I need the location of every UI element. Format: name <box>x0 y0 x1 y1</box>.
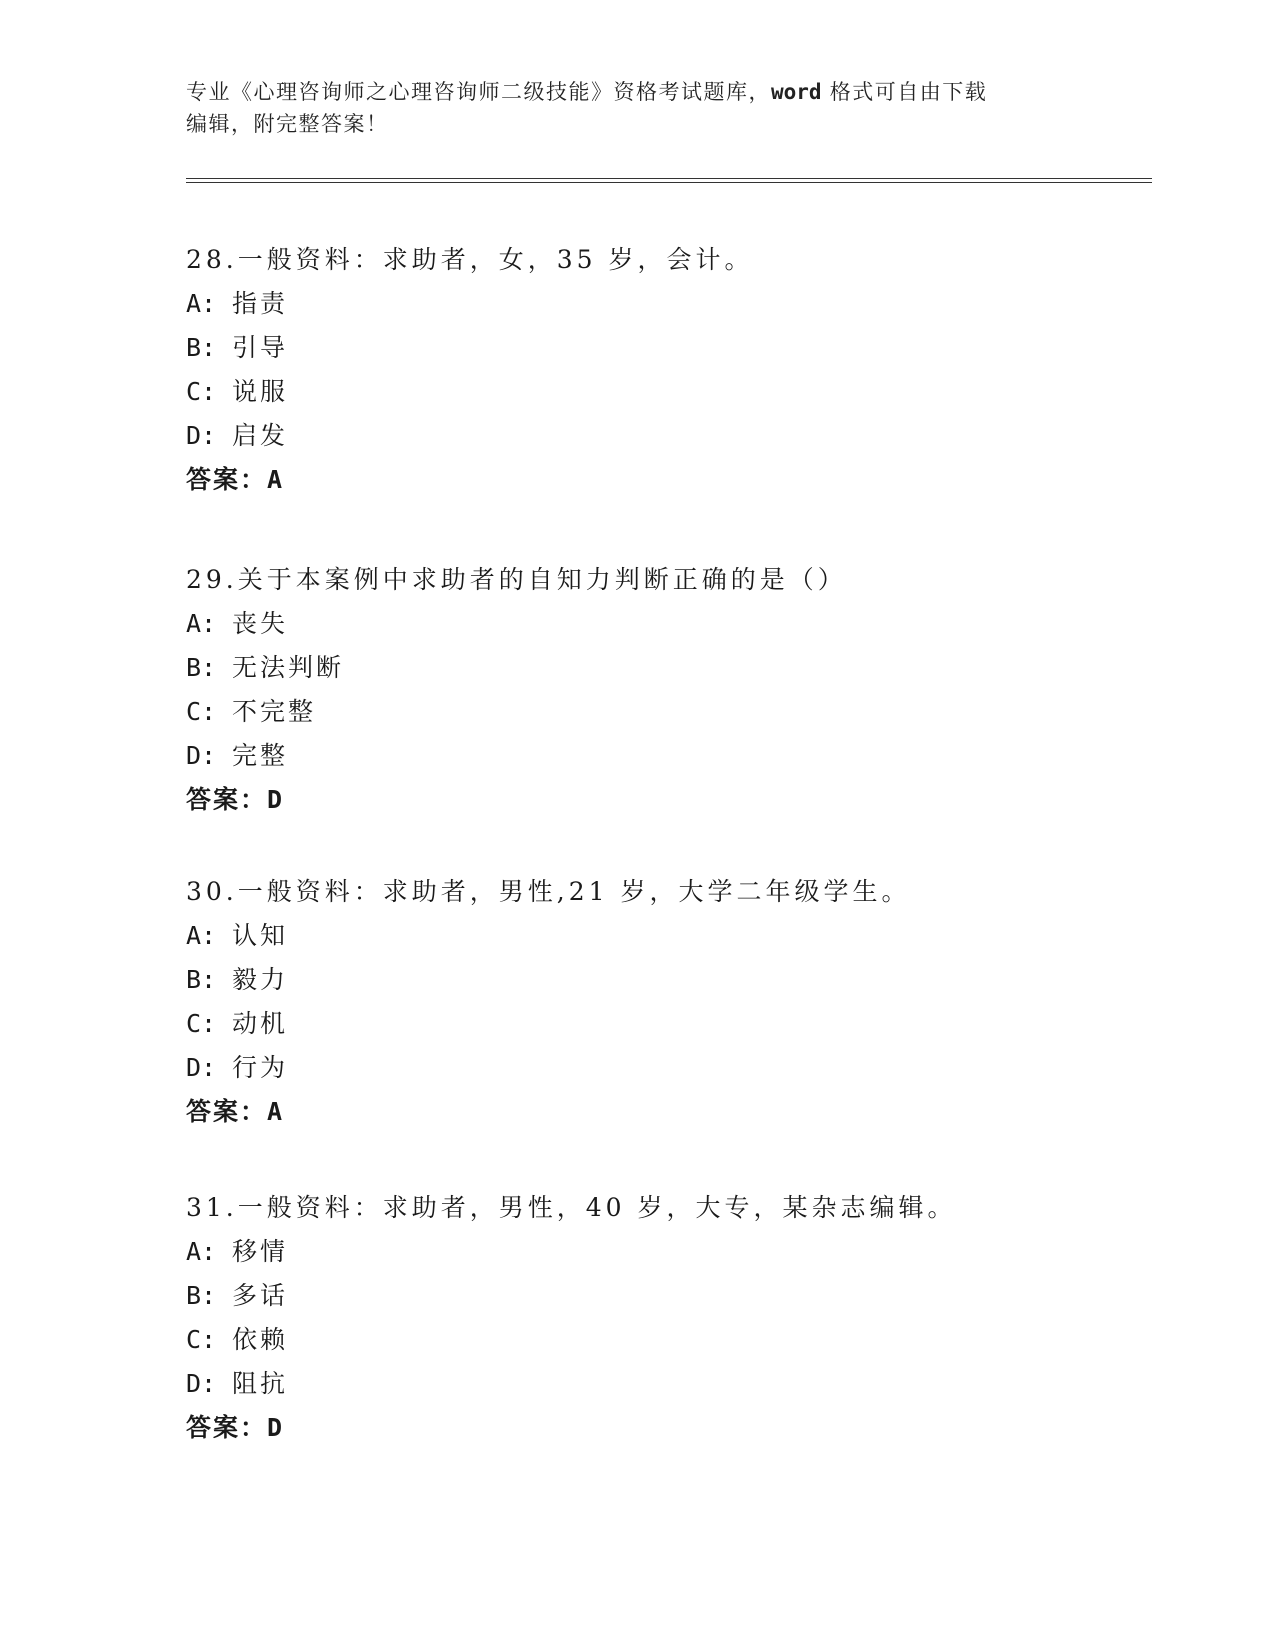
header-word-format: word <box>771 80 822 104</box>
option-b <box>186 328 288 364</box>
option-key: B: <box>186 965 217 994</box>
answer-label: 答案： <box>186 1097 268 1126</box>
answer-line <box>186 1092 282 1128</box>
answer-label: 答案： <box>186 1413 268 1442</box>
option-d <box>186 1364 288 1400</box>
option-c <box>186 1004 288 1040</box>
option-text: 指责 <box>232 289 289 318</box>
question-29 <box>186 560 1152 872</box>
option-text: 依赖 <box>232 1325 289 1354</box>
option-c <box>186 372 288 408</box>
header-line-2: 编辑，附完整答案！ <box>186 112 389 136</box>
question-31 <box>186 1188 1152 1508</box>
option-text: 说服 <box>232 377 289 406</box>
answer-value: A <box>267 1097 283 1126</box>
question-stem: 31.一般资料：求助者，男性，40 岁，大专，某杂志编辑。 <box>186 1193 957 1222</box>
option-text: 完整 <box>232 741 289 770</box>
option-key: D: <box>186 1053 217 1082</box>
question-stem: 29.关于本案例中求助者的自知力判断正确的是（） <box>186 565 847 594</box>
option-d <box>186 736 288 772</box>
option-text: 引导 <box>232 333 289 362</box>
option-c <box>186 1320 288 1356</box>
option-d <box>186 416 288 452</box>
option-text: 移情 <box>232 1237 289 1266</box>
option-key: C: <box>186 1009 217 1038</box>
question-stem: 30.一般资料：求助者，男性,21 岁，大学二年级学生。 <box>186 877 911 906</box>
header-line-1 <box>186 76 1066 108</box>
header-text-1a: 专业《心理咨询师之心理咨询师二级技能》资格考试题库， <box>186 80 771 104</box>
option-a <box>186 1232 288 1268</box>
option-key: A: <box>186 921 217 950</box>
option-text: 阻抗 <box>232 1369 289 1398</box>
option-text: 动机 <box>232 1009 289 1038</box>
header-text-1b: 格式可自由下载 <box>821 80 988 104</box>
question-28 <box>186 240 1152 560</box>
option-key: C: <box>186 1325 217 1354</box>
option-key: A: <box>186 609 217 638</box>
option-b <box>186 1276 288 1312</box>
answer-line <box>186 460 282 496</box>
option-key: A: <box>186 1237 217 1266</box>
question-30 <box>186 872 1152 1188</box>
option-text: 无法判断 <box>232 653 345 682</box>
question-stem: 28.一般资料：求助者，女，35 岁，会计。 <box>186 245 754 274</box>
answer-line <box>186 780 282 816</box>
option-text: 多话 <box>232 1281 289 1310</box>
option-text: 启发 <box>232 421 289 450</box>
option-key: A: <box>186 289 217 318</box>
answer-value: D <box>267 1413 283 1442</box>
answer-value: D <box>267 785 283 814</box>
option-key: D: <box>186 421 217 450</box>
option-b <box>186 648 344 684</box>
document-header <box>186 76 1066 140</box>
option-a <box>186 604 288 640</box>
answer-label: 答案： <box>186 465 268 494</box>
option-text: 丧失 <box>232 609 289 638</box>
option-key: D: <box>186 741 217 770</box>
option-key: C: <box>186 377 217 406</box>
option-key: D: <box>186 1369 217 1398</box>
option-text: 认知 <box>232 921 289 950</box>
option-c <box>186 692 316 728</box>
option-a <box>186 916 288 952</box>
option-key: B: <box>186 333 217 362</box>
option-d <box>186 1048 288 1084</box>
header-divider <box>186 178 1152 183</box>
question-list <box>186 240 1152 1508</box>
option-text: 不完整 <box>232 697 317 726</box>
option-text: 行为 <box>232 1053 289 1082</box>
answer-line <box>186 1408 282 1444</box>
option-text: 毅力 <box>232 965 289 994</box>
answer-value: A <box>267 465 283 494</box>
option-a <box>186 284 288 320</box>
answer-label: 答案： <box>186 785 268 814</box>
option-key: B: <box>186 653 217 682</box>
option-key: B: <box>186 1281 217 1310</box>
option-b <box>186 960 288 996</box>
option-key: C: <box>186 697 217 726</box>
